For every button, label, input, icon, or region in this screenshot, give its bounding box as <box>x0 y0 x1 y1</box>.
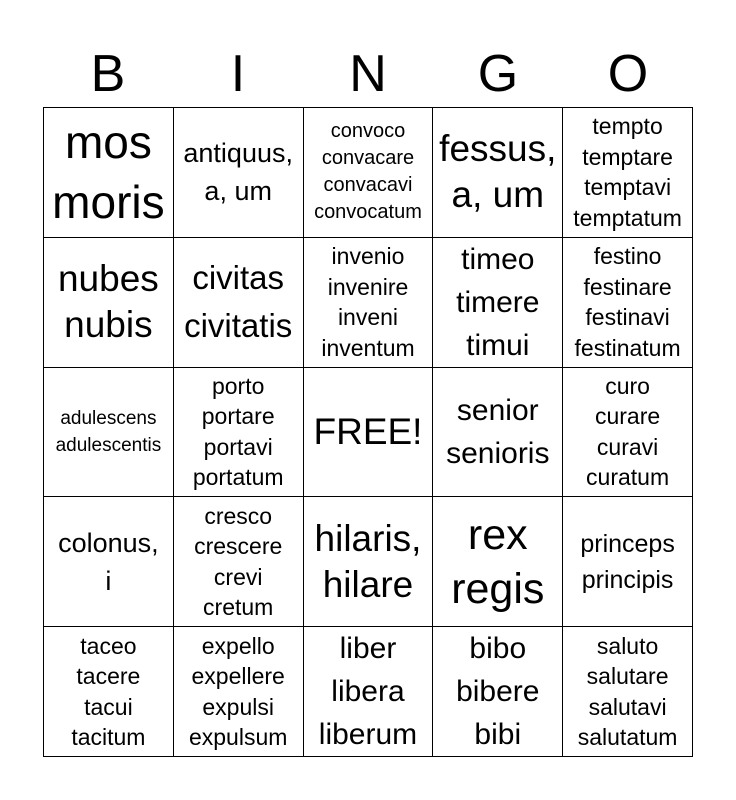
bingo-cell[interactable] <box>433 108 563 238</box>
cell-text: antiquus, a, um <box>183 138 293 207</box>
bingo-cell[interactable] <box>174 627 304 757</box>
cell-text: hilaris, hilare <box>314 517 422 605</box>
header-letter-i: I <box>230 45 246 103</box>
cell-text: adulescens adulescentis <box>55 407 162 456</box>
cell-text: senior senioris <box>446 393 550 470</box>
bingo-cell[interactable] <box>174 368 304 498</box>
bingo-cell[interactable] <box>563 108 693 238</box>
bingo-cell[interactable] <box>563 497 693 627</box>
bingo-cell[interactable] <box>174 238 304 368</box>
cell-text: colonus, i <box>58 527 159 596</box>
header-letter-o: O <box>607 45 649 103</box>
cell-text: mos moris <box>52 116 165 229</box>
free-space-label: FREE! <box>313 410 423 452</box>
bingo-cell[interactable] <box>433 368 563 498</box>
bingo-cell[interactable] <box>433 627 563 757</box>
cell-text: taceo tacere tacui tacitum <box>71 632 146 751</box>
cell-text: curo curare curavi curatum <box>586 372 670 491</box>
bingo-cell[interactable] <box>304 238 434 368</box>
bingo-cell[interactable] <box>304 108 434 238</box>
header-letter-n: N <box>349 45 387 103</box>
bingo-board <box>43 107 693 757</box>
cell-text: liber libera liberum <box>318 632 418 752</box>
cell-text: tempto temptare temptavi temptatum <box>573 113 682 231</box>
cell-text: convoco convacare convacavi convocatum <box>314 120 422 224</box>
cell-text: timeo timere timui <box>456 242 540 362</box>
bingo-cell[interactable] <box>44 627 174 757</box>
cell-text: expello expellere expulsi expulsum <box>188 632 288 751</box>
cell-text: bibo bibere bibi <box>456 632 540 752</box>
cell-text: invenio invenire inveni inventum <box>321 243 415 361</box>
bingo-cell[interactable] <box>563 238 693 368</box>
cell-text: porto portare portavi portatum <box>192 372 284 491</box>
cell-text: cresco crescere crevi cretum <box>194 502 283 621</box>
bingo-cell[interactable] <box>304 627 434 757</box>
header-letter-b: B <box>90 45 126 103</box>
bingo-cell[interactable] <box>44 238 174 368</box>
bingo-cell[interactable] <box>174 497 304 627</box>
bingo-cell[interactable] <box>563 627 693 757</box>
free-space[interactable] <box>304 368 434 498</box>
cell-text: festino festinare festinavi festinatum <box>574 243 681 361</box>
cell-text: nubes nubis <box>57 258 159 346</box>
cell-text: princeps principis <box>580 529 675 594</box>
bingo-cell[interactable] <box>174 108 304 238</box>
cell-text: rex regis <box>451 510 545 613</box>
cell-text: fessus, a, um <box>439 128 557 216</box>
bingo-cell[interactable] <box>44 108 174 238</box>
bingo-cell[interactable] <box>433 497 563 627</box>
bingo-cell[interactable] <box>433 238 563 368</box>
bingo-cell[interactable] <box>44 497 174 627</box>
bingo-cell[interactable] <box>44 368 174 498</box>
cell-text: saluto salutare salutavi salutatum <box>577 632 678 751</box>
bingo-cell[interactable] <box>304 497 434 627</box>
header-letter-g: G <box>477 45 519 103</box>
cell-text: civitas civitatis <box>184 259 293 345</box>
bingo-cell[interactable] <box>563 368 693 498</box>
bingo-header <box>43 40 693 108</box>
